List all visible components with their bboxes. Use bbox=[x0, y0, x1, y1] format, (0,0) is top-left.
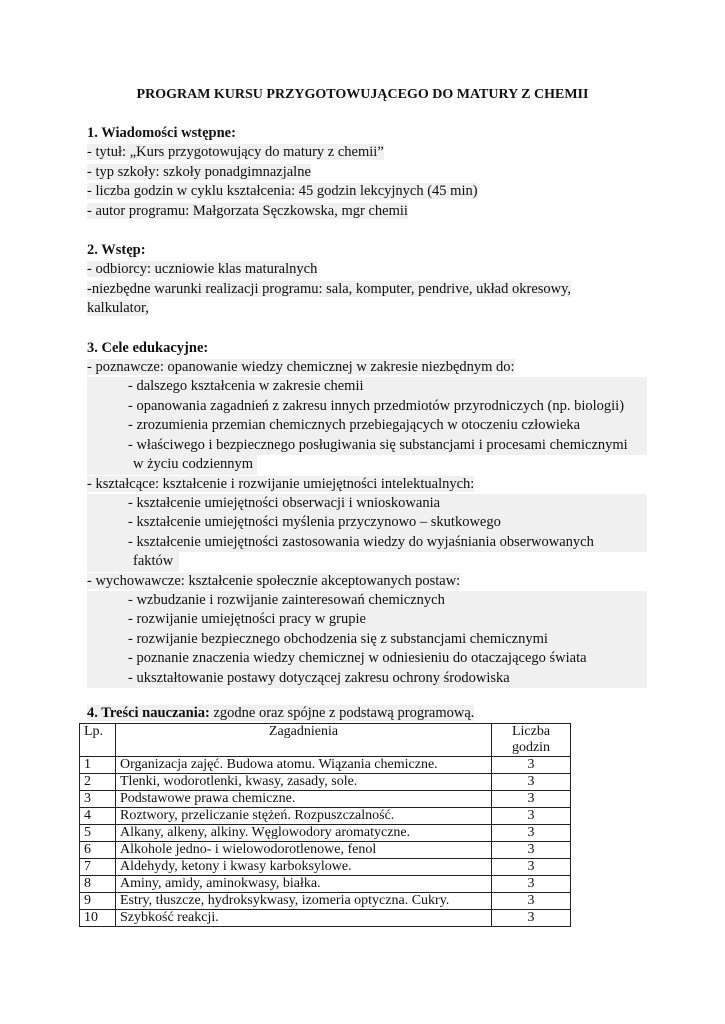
cell-hours: 3 bbox=[492, 774, 571, 791]
document-body bbox=[87, 124, 647, 688]
column-header-line: Liczba bbox=[511, 724, 551, 739]
goal-item: - rozwijanie bezpiecznego obchodzenia się z substancjami chemicznymi bbox=[128, 630, 548, 647]
intro-line: kalkulator, bbox=[87, 300, 149, 317]
cell-lp: 7 bbox=[80, 859, 116, 876]
table-row bbox=[80, 825, 571, 842]
cell-lp: 10 bbox=[80, 910, 116, 927]
cell-lp: 8 bbox=[80, 876, 116, 893]
table-row bbox=[80, 876, 571, 893]
goal-item: - kształcenie umiejętności obserwacji i wnioskowania bbox=[128, 494, 441, 511]
section-heading: 4. Treści nauczania: bbox=[87, 705, 210, 721]
cell-topic: Tlenki, wodorotlenki, kwasy, zasady, sole. bbox=[116, 774, 492, 791]
cell-hours: 3 bbox=[492, 859, 571, 876]
cell-lp: 9 bbox=[80, 893, 116, 910]
goal-item: - właściwego i bezpiecznego posługiwania się substancjami i procesami chemicznymi bbox=[128, 436, 628, 453]
cell-lp: 6 bbox=[80, 842, 116, 859]
cell-topic: Organizacja zajęć. Budowa atomu. Wiązania chemiczne. bbox=[116, 757, 492, 774]
info-line: - typ szkoły: szkoły ponadgimnazjalne bbox=[87, 163, 311, 180]
cell-lp: 3 bbox=[80, 791, 116, 808]
table-row bbox=[80, 808, 571, 825]
cell-hours: 3 bbox=[492, 791, 571, 808]
cell-topic: Aminy, amidy, aminokwasy, białka. bbox=[116, 876, 492, 893]
cell-lp: 4 bbox=[80, 808, 116, 825]
table-row bbox=[80, 774, 571, 791]
section-tresci-nauczania bbox=[87, 704, 474, 723]
column-header-liczba-godzin bbox=[492, 724, 571, 757]
cell-hours: 3 bbox=[492, 910, 571, 927]
goal-item-continuation: faktów bbox=[133, 553, 174, 570]
section-cele-edukacyjne bbox=[87, 339, 647, 688]
section-wiadomosci-wstepne bbox=[87, 124, 647, 221]
cell-topic: Alkany, alkeny, alkiny. Węglowodory aromatyczne. bbox=[116, 825, 492, 842]
section-heading: 2. Wstęp: bbox=[87, 242, 146, 259]
section-heading: 3. Cele edukacyjne: bbox=[87, 339, 209, 356]
goal-item: - ukształtowanie postawy dotyczącej zakresu ochrony środowiska bbox=[128, 669, 510, 686]
cell-hours: 3 bbox=[492, 876, 571, 893]
goal-item: - zrozumienia przemian chemicznych przebiegających w otoczeniu człowieka bbox=[128, 417, 581, 434]
goal-item: - wzbudzanie i rozwijanie zainteresowań chemicznych bbox=[128, 591, 445, 608]
section-heading: 1. Wiadomości wstępne: bbox=[87, 125, 236, 141]
cell-topic: Aldehydy, ketony i kwasy karboksylowe. bbox=[116, 859, 492, 876]
info-line: - liczba godzin w cyklu kształcenia: 45 godzin lekcyjnych (45 min) bbox=[87, 183, 478, 200]
section-heading-rest: zgodne oraz spójne z podstawą programową. bbox=[209, 705, 475, 721]
cell-topic: Estry, tłuszcze, hydroksykwasy, izomeria optyczna. Cukry. bbox=[116, 893, 492, 910]
cell-topic: Podstawowe prawa chemiczne. bbox=[116, 791, 492, 808]
info-line: - autor programu: Małgorzata Sęczkowska, mgr chemii bbox=[87, 202, 408, 219]
table-row bbox=[80, 910, 571, 927]
cell-lp: 2 bbox=[80, 774, 116, 791]
intro-line: -niezbędne warunki realizacji programu: sala, komputer, pendrive, układ okresowy, bbox=[87, 280, 572, 297]
column-header-line: godzin bbox=[511, 740, 551, 755]
goal-category-wychowawcze: - wychowawcze: kształcenie społecznie akceptowanych postaw: bbox=[87, 572, 461, 589]
cell-topic: Alkohole jedno- i wielowodorotlenowe, fenol bbox=[116, 842, 492, 859]
section-wstep bbox=[87, 241, 647, 319]
cell-topic: Roztwory, przeliczanie stężeń. Rozpuszczalność. bbox=[116, 808, 492, 825]
table-row bbox=[80, 791, 571, 808]
table-row bbox=[80, 893, 571, 910]
cell-hours: 3 bbox=[492, 842, 571, 859]
cell-hours: 3 bbox=[492, 825, 571, 842]
cell-lp: 1 bbox=[80, 757, 116, 774]
goal-category-ksztalcace: - kształcące: kształcenie i rozwijanie umiejętności intelektualnych: bbox=[87, 475, 475, 492]
goal-item: - dalszego kształcenia w zakresie chemii bbox=[128, 378, 364, 395]
goal-item: - opanowania zagadnień z zakresu innych przedmiotów przyrodniczych (np. biologii) bbox=[128, 397, 625, 414]
goal-category-poznawcze: - poznawcze: opanowanie wiedzy chemicznej w zakresie niezbędnym do: bbox=[87, 359, 515, 376]
intro-line: - odbiorcy: uczniowie klas maturalnych bbox=[87, 261, 318, 278]
goal-item: - kształcenie umiejętności myślenia przyczynowo – skutkowego bbox=[128, 514, 501, 531]
goal-item-continuation: w życiu codziennym bbox=[133, 456, 253, 473]
document-title: PROGRAM KURSU PRZYGOTOWUJĄCEGO DO MATURY Z CHEMII bbox=[136, 87, 589, 102]
curriculum-table bbox=[79, 723, 571, 927]
column-header-zagadnienia: Zagadnienia bbox=[116, 724, 492, 757]
cell-topic: Szybkość reakcji. bbox=[116, 910, 492, 927]
table-row bbox=[80, 757, 571, 774]
cell-lp: 5 bbox=[80, 825, 116, 842]
cell-hours: 3 bbox=[492, 757, 571, 774]
table-header-row bbox=[80, 724, 571, 757]
goal-item: - rozwijanie umiejętności pracy w grupie bbox=[128, 611, 366, 628]
cell-hours: 3 bbox=[492, 808, 571, 825]
table-row bbox=[80, 859, 571, 876]
cell-hours: 3 bbox=[492, 893, 571, 910]
info-line: - tytuł: „Kurs przygotowujący do matury z chemii” bbox=[87, 144, 384, 161]
table-row bbox=[80, 842, 571, 859]
goal-item: - poznanie znaczenia wiedzy chemicznej w odniesieniu do otaczającego świata bbox=[128, 650, 587, 667]
column-header-lp: Lp. bbox=[80, 724, 116, 757]
goal-item: - kształcenie umiejętności zastosowania wiedzy do wyjaśniania obserwowanych bbox=[128, 533, 594, 550]
